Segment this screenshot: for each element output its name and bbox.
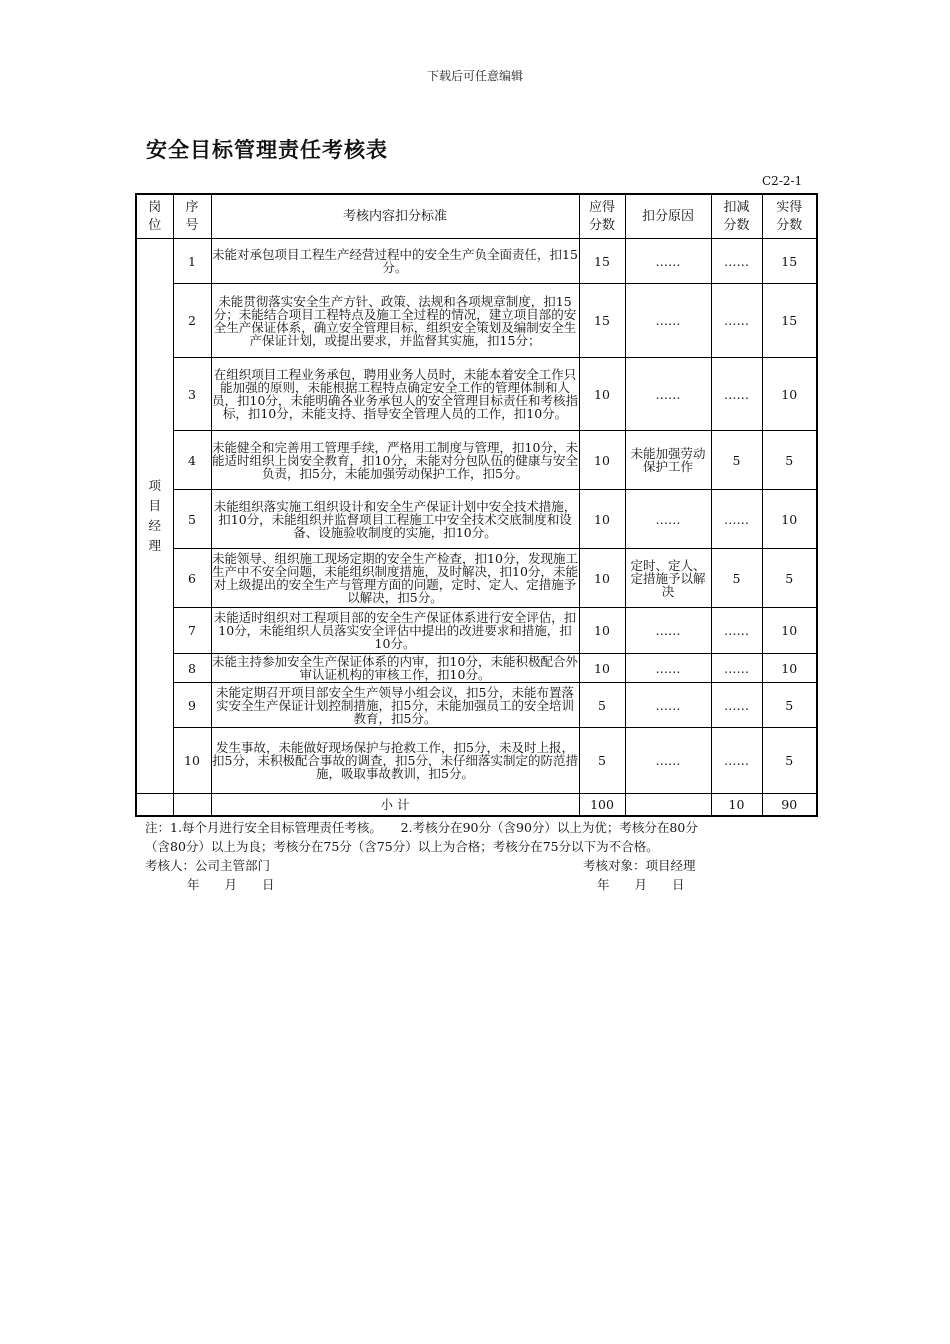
date-left: 年 月 日 [187,877,275,892]
col-header-post: 岗 位 [136,194,173,239]
deduct-cell: …… [711,728,762,794]
table-row [136,654,817,683]
seq-cell: 2 [173,284,211,358]
content-cell: 未能领导、组织施工现场定期的安全生产检查，扣10分，发现施工生产中不安全问题，未能组织制度措施，及时解决，扣10分，未能对上级提出的安全生产与管理方面的问题，定时、定人、定措施予以解决，扣5分。 [211,549,579,608]
seq-cell: 6 [173,549,211,608]
seq-cell: 1 [173,239,211,284]
reason-cell: …… [625,239,711,284]
due-cell: 10 [579,431,625,490]
empty-cell [136,794,173,816]
col-header-content: 考核内容扣分标准 [211,194,579,239]
table-row [136,284,817,358]
table-row [136,358,817,431]
seq-cell: 7 [173,608,211,654]
content-cell: 未能主持参加安全生产保证体系的内审，扣10分，未能积极配合外审认证机构的审核工作，扣10分。 [212,654,578,682]
col-header-deduct: 扣减 分数 [711,194,762,239]
col-header-actual: 实得 分数 [762,194,817,239]
due-cell: 15 [579,239,625,284]
subtotal-actual: 90 [762,794,817,816]
col-header-seq: 序 号 [173,194,211,239]
assessor-label: 考核人：公司主管部门 [145,858,271,873]
actual-cell: 5 [762,728,817,794]
deduct-cell: …… [711,284,762,358]
notes [145,818,815,856]
actual-cell: 10 [762,490,817,549]
actual-cell: 5 [762,683,817,728]
content-cell: 未能对承包项目工程生产经营过程中的安全生产负全面责任，扣15分。 [211,239,579,284]
seq-cell: 4 [173,431,211,490]
col-header-reason: 扣分原因 [625,194,711,239]
target-label: 考核对象：项目经理 [583,858,696,873]
table-row [136,490,817,549]
note-line-1: 注：1.每个月进行安全目标管理责任考核。 2.考核分在90分（含90分）以上为优；考核分在80分 [145,820,698,835]
content-cell: 在组织项目工程业务承包，聘用业务人员时，未能本着安全工作只能加强的原则，未能根据工程特点确定安全工作的管理体制和人员，扣10分，未能明确各业务承包人的安全管理目标责任和考核指标，扣10分，未能支持、指导安全管理人员的工作，扣10分。 [211,358,579,431]
note-line-2: （含80分）以上为良；考核分在75分（含75分）以上为合格；考核分在75分以下为不合格。 [145,839,659,854]
table-row [136,239,817,284]
deduct-cell: …… [711,239,762,284]
deduct-cell: …… [711,358,762,431]
reason-cell: 定时、定人、定措施予以解决 [625,549,711,608]
content-cell: 未能组织落实施工组织设计和安全生产保证计划中安全技术措施，扣10分，未能组织并监督项目工程施工中安全技术交底制度和设备、设施验收制度的实施，扣10分。 [211,490,579,549]
reason-cell: …… [625,654,711,683]
due-cell: 10 [579,549,625,608]
empty-cell [173,794,211,816]
due-cell: 15 [579,284,625,358]
subtotal-row [136,794,817,816]
reason-cell: 未能加强劳动保护工作 [625,431,711,490]
content-cell: 未能健全和完善用工管理手续，严格用工制度与管理，扣10分，未能适时组织上岗安全教育，扣10分，未能对分包队伍的健康与安全负责，扣5分，未能加强劳动保护工作，扣5分。 [211,431,579,490]
due-cell: 10 [579,490,625,549]
table-row [136,549,817,608]
content-cell: 未能适时组织对工程项目部的安全生产保证体系进行安全评估，扣10分，未能组织人员落实安全评估中提出的改进要求和措施，扣10分。 [211,608,579,654]
table-row [136,431,817,490]
page-title: 安全目标管理责任考核表 [146,138,388,162]
actual-cell: 5 [762,549,817,608]
deduct-cell: …… [711,608,762,654]
reason-cell: …… [625,683,711,728]
date-right: 年 月 日 [597,877,685,892]
seq-cell: 10 [173,728,211,794]
actual-cell: 10 [762,358,817,431]
reason-cell: …… [625,728,711,794]
content-cell: 未能贯彻落实安全生产方针、政策、法规和各项规章制度，扣15分；未能结合项目工程特点及施工全过程的情况，建立项目部的安全生产保证体系，确立安全管理目标，组织安全策划及编制安全生产保证计划，或提出要求，并监督其实施，扣15分； [211,284,579,358]
actual-cell: 15 [762,284,817,358]
reason-cell: …… [625,490,711,549]
seq-cell: 5 [173,490,211,549]
reason-cell: …… [625,608,711,654]
deduct-cell: …… [711,490,762,549]
actual-cell: 10 [762,654,817,683]
actual-cell: 10 [762,608,817,654]
subtotal-label: 小 计 [211,794,579,816]
due-cell: 10 [579,654,625,683]
content-cell: 未能定期召开项目部安全生产领导小组会议，扣5分，未能布置落实安全生产保证计划控制措施，扣5分，未能加强员工的安全培训教育，扣5分。 [211,683,579,728]
assessment-table [135,193,818,817]
seq-cell: 3 [173,358,211,431]
subtotal-deduct: 10 [711,794,762,816]
due-cell: 5 [579,683,625,728]
reason-cell: …… [625,284,711,358]
seq-cell: 9 [173,683,211,728]
table-row [136,728,817,794]
due-cell: 10 [579,358,625,431]
deduct-cell: 5 [711,549,762,608]
subtotal-due: 100 [579,794,625,816]
seq-cell: 8 [173,654,211,683]
col-header-due: 应得 分数 [579,194,625,239]
actual-cell: 5 [762,431,817,490]
table-row [136,683,817,728]
deduct-cell: 5 [711,431,762,490]
table-row [136,608,817,654]
header-note: 下载后可任意编辑 [426,69,523,83]
header-row [136,194,817,239]
actual-cell: 15 [762,239,817,284]
content-cell: 发生事故，未能做好现场保护与抢救工作，扣5分，未及时上报，扣5分，未积极配合事故的调查，扣5分，未仔细落实制定的防范措施，吸取事故教训，扣5分。 [211,728,579,794]
form-code: C2-2-1 [762,174,803,188]
due-cell: 10 [579,608,625,654]
reason-cell: …… [625,358,711,431]
deduct-cell: …… [711,683,762,728]
empty-cell [625,794,711,816]
post-cell: 项 目 经 理 [136,239,173,794]
due-cell: 5 [579,728,625,794]
deduct-cell: …… [711,654,762,683]
